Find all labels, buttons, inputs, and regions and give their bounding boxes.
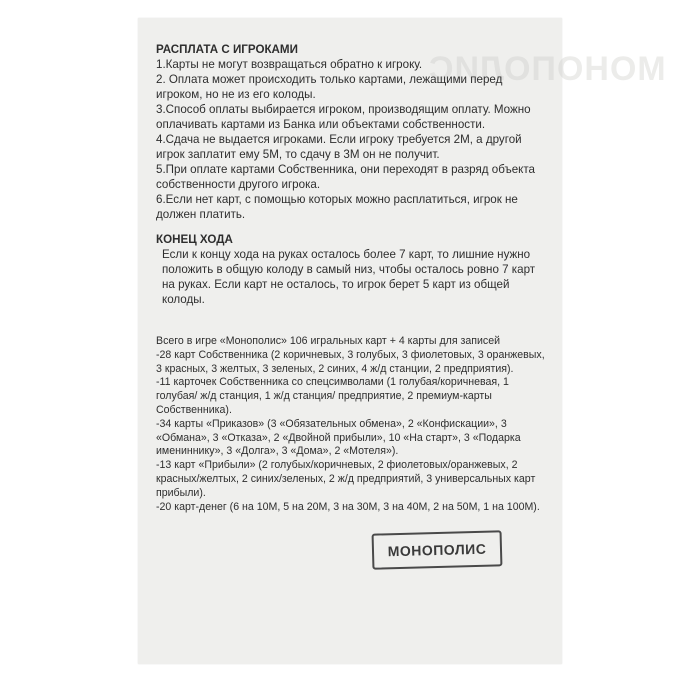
payment-rule-3: 3.Способ оплаты выбирается игроком, производящим оплату. Можно оплачивать картами из Банка или объектами собственности. bbox=[156, 103, 531, 131]
payment-title: РАСПЛАТА С ИГРОКАМИ bbox=[156, 43, 298, 56]
end-turn-text: Если к концу хода на руках осталось более 7 карт, то лишние нужно положить в общую колоду в самый низ, чтобы осталось ровно 7 карт на руках. Если карт не осталось, то игрок берет 5 карт из общей колоды. bbox=[162, 248, 536, 306]
contents-item-3: -34 карты «Приказов» (3 «Обязательных обмена», 2 «Конфискации», 3 «Обмана», 3 «Отказа», 2 «Двойной прибыли», 10 «На старт», 3 «Подарка имениннику», 3 «Долга», 3 «Дома», 2 «Мотеля»). bbox=[156, 417, 521, 458]
payment-rule-1: 1.Карты не могут возвращаться обратно к игроку. bbox=[156, 58, 423, 71]
end-turn-title: КОНЕЦ ХОДА bbox=[156, 233, 233, 246]
payment-section bbox=[156, 42, 548, 222]
contents-item-2: -11 карточек Собственника со спецсимволами (1 голубая/коричневая, 1 голубая/ ж/д станция, 1 ж/д станция/ предприятие, 2 премиум-карты Собственника). bbox=[156, 376, 509, 416]
payment-rule-2: 2. Оплата может происходить только картами, лежащими перед игроком, но не из его колоды. bbox=[156, 73, 503, 101]
contents-intro: Всего в игре «Монополис» 106 игральных карт + 4 карты для записей bbox=[156, 335, 501, 347]
bleed-through-title: МОНОПОЛИС bbox=[428, 50, 666, 88]
contents-section bbox=[156, 335, 548, 514]
monopolis-stamp: МОНОПОЛИС bbox=[372, 530, 503, 569]
payment-rule-4: 4.Сдача не выдается игроками. Если игроку требуется 2М, а другой игрок заплатит ему 5М, то сдачу в 3М он не получит. bbox=[156, 133, 522, 161]
rules-content bbox=[156, 42, 548, 514]
contents-item-1: -28 карт Собственника (2 коричневых, 3 голубых, 3 фиолетовых, 3 оранжевых, 3 красных, 3 желтых, 3 зеленых, 2 синих, 4 ж/д станции, 2 предприятия). bbox=[156, 348, 545, 375]
payment-rule-5: 5.При оплате картами Собственника, они переходят в разряд объекта собственности другого игрока. bbox=[156, 163, 535, 191]
contents-item-5: -20 карт-денег (6 на 10М, 5 на 20М, 3 на 30М, 3 на 40М, 2 на 50М, 1 на 100М). bbox=[156, 500, 540, 513]
rules-sheet bbox=[138, 18, 666, 664]
contents-item-4: -13 карт «Прибыли» (2 голубых/коричневых, 2 фиолетовых/оранжевых, 2 красных/желтых, 2 синих/зеленых, 2 ж/д предприятий, 3 универсальных карт прибыли). bbox=[156, 459, 536, 499]
end-turn-section bbox=[156, 232, 548, 307]
payment-rule-6: 6.Если нет карт, с помощью которых можно расплатиться, игрок не должен платить. bbox=[156, 193, 518, 221]
